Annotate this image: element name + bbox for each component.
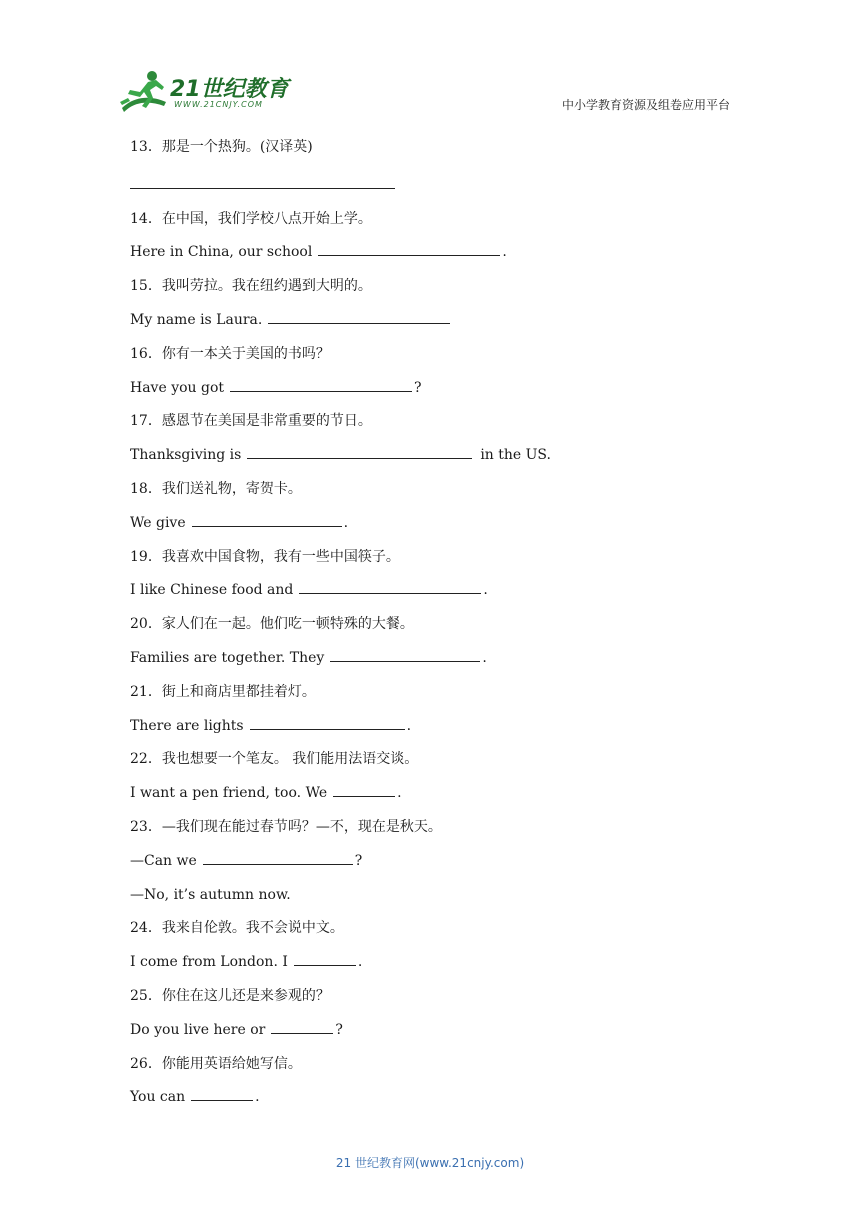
question-22-answer	[130, 782, 750, 816]
question-16-answer	[130, 377, 750, 411]
sentence-end: .	[502, 244, 507, 261]
sentence-end: in the US.	[480, 447, 551, 464]
question-15-answer	[130, 309, 750, 343]
question-14-answer	[130, 241, 750, 275]
question-chinese: 我来自伦敦。我不会说中文。	[161, 920, 344, 937]
sentence-end: .	[397, 785, 402, 802]
question-chinese: 我喜欢中国食物，我有一些中国筷子。	[161, 548, 400, 565]
sentence-start: I want a pen friend, too. We	[130, 785, 328, 802]
question-number: 23．	[130, 818, 162, 835]
question-number: 14．	[130, 210, 162, 227]
question-number: 25．	[130, 987, 162, 1004]
question-14-prompt	[130, 208, 750, 242]
sentence-end: .	[406, 717, 412, 734]
question-chinese: 你能用英语给她写信。	[161, 1055, 302, 1072]
platform-title: 中小学教育资源及组卷应用平台	[561, 98, 730, 112]
sentence-start: Thanksgiving is	[130, 447, 242, 464]
question-number: 22．	[130, 751, 162, 768]
question-chinese: 那是一个热狗。(汉译英)	[161, 139, 313, 155]
sentence-start: I come from London. I	[130, 954, 288, 971]
sentence-end: .	[357, 954, 363, 971]
answer-blank[interactable]	[294, 951, 356, 966]
sentence-end: .	[482, 649, 487, 666]
answer-blank[interactable]	[318, 241, 500, 256]
question-18-prompt	[130, 478, 750, 512]
question-list	[130, 136, 750, 1120]
question-23-answer	[130, 850, 750, 884]
sentence-end: .	[343, 514, 349, 531]
sentence-start: —Can we	[130, 852, 197, 869]
answer-blank[interactable]	[250, 715, 405, 730]
question-number: 19．	[130, 548, 162, 565]
question-number: 15．	[130, 278, 162, 295]
question-chinese: 在中国，我们学校八点开始上学。	[161, 210, 372, 227]
sentence-start: We give	[130, 514, 186, 531]
question-13-answer	[130, 174, 750, 208]
question-24-prompt	[130, 917, 750, 951]
answer-blank[interactable]	[333, 782, 395, 797]
runner-logo-icon	[118, 68, 170, 114]
sentence-start: My name is Laura.	[130, 311, 263, 328]
question-chinese: 街上和商店里都挂着灯。	[161, 683, 316, 700]
reply-sentence: —No, it’s autumn now.	[130, 886, 291, 903]
sentence-start: Here in China, our school	[130, 244, 313, 261]
question-20-answer	[130, 647, 750, 681]
answer-blank[interactable]	[191, 1086, 253, 1101]
question-chinese: 感恩节在美国是非常重要的节日。	[161, 413, 372, 430]
question-26-prompt	[130, 1053, 750, 1087]
question-number: 26．	[130, 1055, 162, 1072]
question-chinese: 我叫劳拉。我在纽约遇到大明的。	[161, 278, 372, 295]
sentence-start: There are lights	[130, 717, 244, 734]
question-21-answer	[130, 715, 750, 749]
footer-link[interactable]: 21 世纪教育网(www.21cnjy.com)	[335, 1156, 525, 1170]
question-chinese: 你有一本关于美国的书吗？	[161, 345, 330, 362]
question-13-prompt	[130, 136, 750, 170]
question-chinese: 我也想要一个笔友。 我们能用法语交谈。	[161, 751, 419, 768]
answer-blank[interactable]	[192, 512, 342, 527]
answer-blank[interactable]	[203, 850, 353, 865]
question-number: 17．	[130, 413, 162, 430]
site-logo	[118, 68, 298, 116]
sentence-start: Have you got	[130, 379, 225, 396]
answer-blank[interactable]	[271, 1019, 333, 1034]
sentence-end: ?	[335, 1021, 343, 1038]
question-18-answer	[130, 512, 750, 546]
sentence-end: .	[483, 582, 488, 599]
question-chinese: 你住在这儿还是来参观的？	[161, 987, 330, 1004]
question-16-prompt	[130, 343, 750, 377]
question-number: 20．	[130, 616, 162, 633]
question-22-prompt	[130, 748, 750, 782]
question-17-answer	[130, 444, 750, 478]
sentence-start: Do you live here or	[130, 1021, 266, 1038]
question-24-answer	[130, 951, 750, 985]
question-number: 16．	[130, 345, 162, 362]
question-20-prompt	[130, 613, 750, 647]
answer-blank[interactable]	[247, 444, 472, 459]
question-chinese: 家人们在一起。他们吃一顿特殊的大餐。	[161, 616, 414, 633]
sentence-end: ?	[414, 379, 422, 396]
sentence-start: I like Chinese food and	[130, 582, 294, 599]
logo-url: WWW.21CNJY.COM	[174, 100, 263, 109]
question-25-answer	[130, 1019, 750, 1053]
question-number: 24．	[130, 920, 162, 937]
question-26-answer	[130, 1086, 750, 1120]
answer-blank[interactable]	[268, 309, 450, 324]
question-23-prompt	[130, 816, 750, 850]
question-15-prompt	[130, 275, 750, 309]
question-19-prompt	[130, 546, 750, 580]
question-chinese: 我们送礼物，寄贺卡。	[161, 480, 302, 497]
question-25-prompt	[130, 985, 750, 1019]
question-17-prompt	[130, 410, 750, 444]
sentence-end: .	[255, 1089, 260, 1106]
answer-blank[interactable]	[230, 377, 412, 392]
answer-blank[interactable]	[299, 579, 481, 594]
question-number: 18．	[130, 480, 162, 497]
question-number: 21．	[130, 683, 162, 700]
sentence-end: ?	[354, 852, 363, 869]
logo-text: 21世纪教育	[170, 77, 289, 102]
question-23-reply	[130, 884, 750, 918]
question-chinese: —我们现在能过春节吗？—不，现在是秋天。	[161, 818, 442, 835]
answer-blank[interactable]	[330, 647, 480, 662]
question-19-answer	[130, 579, 750, 613]
sentence-start: Families are together. They	[130, 649, 325, 666]
question-number: 13．	[130, 139, 162, 155]
question-21-prompt	[130, 681, 750, 715]
sentence-start: You can	[130, 1089, 186, 1106]
answer-blank[interactable]	[130, 174, 395, 189]
